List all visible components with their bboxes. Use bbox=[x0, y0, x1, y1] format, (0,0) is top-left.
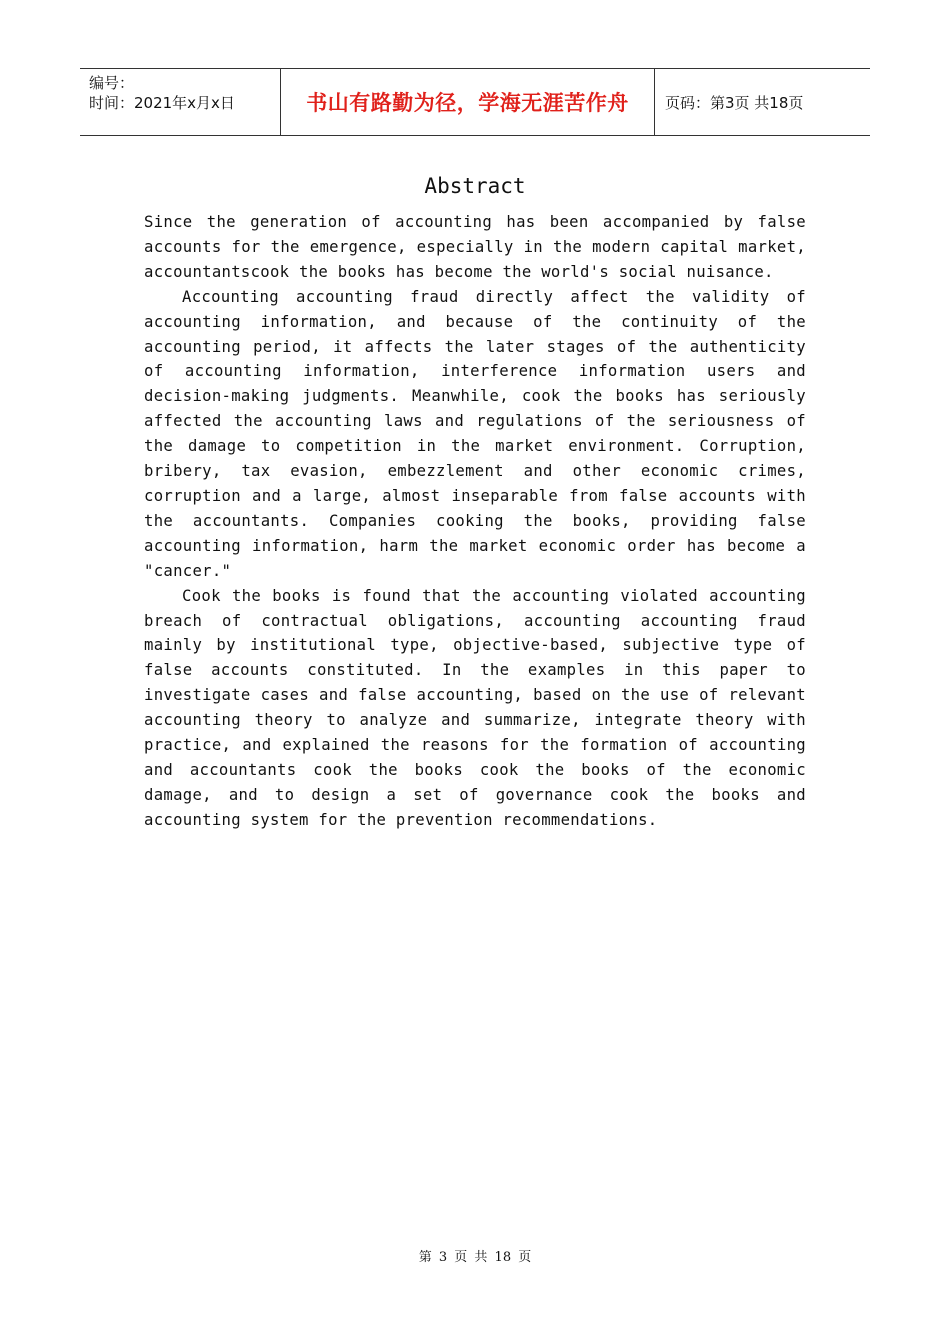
header-motto: 书山有路勤为径，学海无涯苦作舟 bbox=[281, 69, 655, 135]
header-page-info: 页码：第3页 共18页 bbox=[665, 93, 804, 112]
page-footer: 第 3 页 共 18 页 bbox=[418, 1250, 532, 1265]
page-header bbox=[80, 68, 870, 136]
header-number-label: 编号： bbox=[89, 74, 135, 92]
paragraph: Accounting accounting fraud directly affect the validity of accounting information, and because of the continuity of the accounting period, it affects the later stages of the authenticity of accounting information, interference information users and decision-making judgments. Meanwhile, cook the books has seriously affected the accounting laws and regulations of the seriousness of the damage to competition in the market environment. Corruption, bribery, tax evasion, embezzlement and other economic crimes, corruption and a large, almost inseparable from false accounts with the accountants. Companies cooking the books, providing false accounting information, harm the market economic order has become a "cancer." bbox=[144, 287, 806, 580]
paragraph: Cook the books is found that the accounting violated accounting breach of contractual obligations, accounting accounting fraud mainly by institutional type, objective-based, subjective type of false accounts constituted. In the examples in this paper to investigate cases and false accounting, based on the use of relevant accounting theory to analyze and summarize, integrate theory with practice, and explained the reasons for the formation of accounting and accountants cook the books cook the books of the economic damage, and to design a set of governance cook the books and accounting system for the prevention recommendations. bbox=[144, 586, 806, 829]
header-meta-cell bbox=[80, 69, 281, 135]
document-title: Abstract bbox=[424, 174, 526, 198]
paragraph: Since the generation of accounting has been accompanied by false accounts for the emergence, especially in the modern capital market, accountantscook the books has become the world's social nuisance. bbox=[144, 213, 806, 281]
header-date-label: 时间：2021年x月x日 bbox=[89, 94, 235, 112]
document-body bbox=[144, 210, 806, 833]
